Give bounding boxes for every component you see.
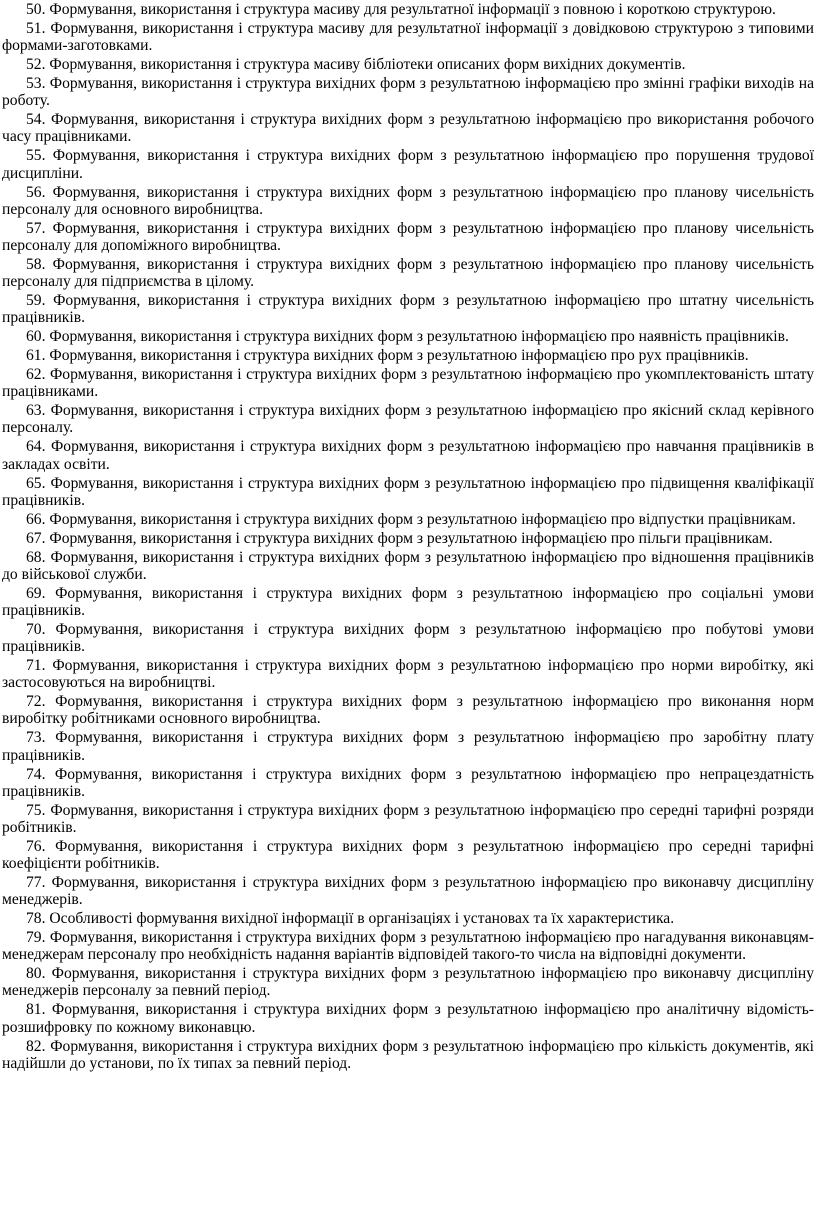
list-item: 70. Формування, використання і структура вихідних форм з результатною інформацією про побутові умови працівників. bbox=[2, 620, 814, 656]
list-item: 65. Формування, використання і структура вихідних форм з результатною інформацією про підвищення кваліфікації працівників. bbox=[2, 474, 814, 509]
list-item: 81. Формування, використання і структура вихідних форм з результатною інформацією про аналітичну відомість-розшифровку по кожному виконавцю. bbox=[2, 1001, 814, 1036]
list-item: 61. Формування, використання і структура вихідних форм з результатною інформацією про рух працівників. bbox=[26, 347, 749, 365]
list-item: 72. Формування, використання і структура вихідних форм з результатною інформацією про виконання норм виробітку робітниками основного виробництва. bbox=[2, 693, 814, 728]
list-item: 71. Формування, використання і структура вихідних форм з результатною інформацією про норми виробітку, які застосовуються на виробництві. bbox=[2, 657, 814, 692]
list-item: 53. Формування, використання і структура вихідних форм з результатною інформацією про змінні графіки виходів на роботу. bbox=[2, 75, 814, 110]
list-item: 52. Формування, використання і структура масиву бібліотеки описаних форм вихідних документів. bbox=[26, 56, 686, 74]
list-item: 79. Формування, використання і структура вихідних форм з результатною інформацією про нагадування виконавцям-менеджерам персоналу про необхідність надання варіантів відповідей такого-то числа на відповідні документи. bbox=[2, 929, 814, 964]
list-item: 77. Формування, використання і структура вихідних форм з результатною інформацією про виконавчу дисципліну менеджерів. bbox=[2, 874, 814, 909]
list-item: 60. Формування, використання і структура вихідних форм з результатною інформацією про наявність працівників. bbox=[26, 328, 789, 346]
list-item: 78. Особливості формування вихідної інформації в організаціях і установах та їх характеристика. bbox=[26, 910, 675, 928]
list-item: 63. Формування, використання і структура вихідних форм з результатною інформацією про якісний склад керівного персоналу. bbox=[2, 402, 814, 437]
list-item: 51. Формування, використання і структура масиву для результатної інформації з довідковою структурою з типовими формами-заготовками. bbox=[2, 19, 814, 55]
list-item: 82. Формування, використання і структура вихідних форм з результатною інформацією про кількість документів, які надійшли до установи, по їх типах за певний період. bbox=[2, 1037, 814, 1072]
list-item: 80. Формування, використання і структура вихідних форм з результатною інформацією про виконавчу дисципліну менеджерів персоналу за певний період. bbox=[2, 965, 814, 1000]
list-item: 69. Формування, використання і структура вихідних форм з результатною інформацією про соціальні умови працівників. bbox=[2, 584, 814, 619]
list-item: 75. Формування, використання і структура вихідних форм з результатною інформацією про середні тарифні розряди робітників. bbox=[2, 801, 814, 836]
list-item: 73. Формування, використання і структура вихідних форм з результатною інформацією про заробітну плату працівників. bbox=[2, 729, 814, 764]
list-item: 57. Формування, використання і структура вихідних форм з результатною інформацією про планову чисельність персоналу для допоміжного виробництва. bbox=[2, 219, 814, 254]
list-item: 54. Формування, використання і структура вихідних форм з результатною інформацією про використання робочого часу працівниками. bbox=[2, 111, 814, 146]
list-item: 67. Формування, використання і структура вихідних форм з результатною інформацією про пільги працівникам. bbox=[26, 529, 773, 547]
list-item: 66. Формування, використання і структура вихідних форм з результатною інформацією про відпустки працівникам. bbox=[26, 510, 796, 528]
list-item: 68. Формування, використання і структура вихідних форм з результатною інформацією про відношення працівників до військової служби. bbox=[2, 548, 814, 583]
list-item: 76. Формування, використання і структура вихідних форм з результатною інформацією про середні тарифні коефіцієнти робітників. bbox=[2, 837, 814, 873]
list-item: 58. Формування, використання і структура вихідних форм з результатною інформацією про планову чисельність персоналу для підприємства в цілому. bbox=[2, 255, 814, 291]
list-item: 74. Формування, використання і структура вихідних форм з результатною інформацією про непрацездатність працівників. bbox=[2, 765, 814, 800]
list-item: 64. Формування, використання і структура вихідних форм з результатною інформацією про навчання працівників в закладах освіти. bbox=[2, 438, 814, 473]
list-item: 55. Формування, використання і структура вихідних форм з результатною інформацією про порушення трудової дисципліни. bbox=[2, 147, 814, 182]
list-item: 50. Формування, використання і структура масиву для результатної інформації з повною і короткою структурою. bbox=[26, 1, 776, 18]
list-item: 62. Формування, використання і структура вихідних форм з результатною інформацією про укомплектованість штату працівниками. bbox=[2, 366, 814, 401]
list-item: 59. Формування, використання і структура вихідних форм з результатною інформацією про штатну чисельність працівників. bbox=[2, 292, 814, 327]
list-item: 56. Формування, використання і структура вихідних форм з результатною інформацією про планову чисельність персоналу для основного виробництва. bbox=[2, 183, 814, 218]
